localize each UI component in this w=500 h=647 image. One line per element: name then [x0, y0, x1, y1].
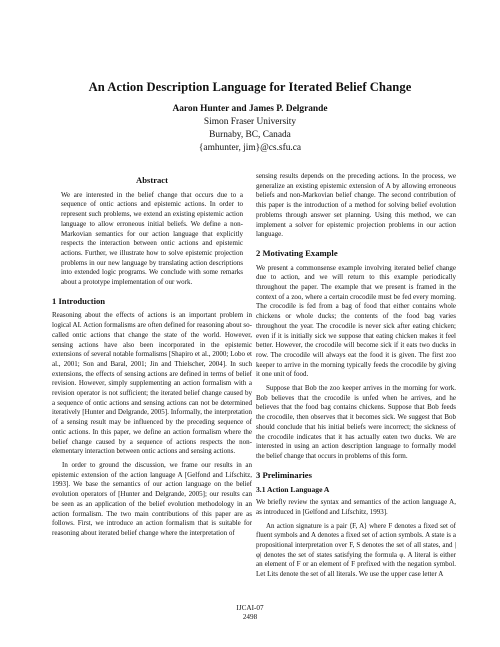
- paragraph: In order to ground the discussion, we frame our results in an epistemic extension of the action language A [Gelfond and Lifschitz, 1993]. We base the semantics of our action language on the belief evolution operators of [Hunter and Delgrande, 2005]; our results can be seen as an application of the belief evolution methodology in an action formalism. The two main contributions of this paper are as follows. First, we introduce an action formalism that is suitable for reasoning about iterated belief change where the interpretation of: [52, 460, 252, 537]
- paper-title: An Action Description Language for Iterated Belief Change: [88, 80, 412, 94]
- page-footer: [0, 604, 500, 622]
- author-block: [0, 103, 500, 155]
- paragraph: Reasoning about the effects of actions is an important problem in logical AI. Action formalisms are often defined for reasoning about so-called ontic actions that change the state of the world. However, sensing actions have also been incorporated in the epistemic extensions of several notable formalisms [Shapiro et al., 2000; Lobo et al., 2001; Son and Baral, 2001; Jin and Thielscher, 2004]. In such extensions, the effects of sensing actions are defined in terms of belief revision. However, simply supplementing an action formalism with a revision operator is not sufficient; the iterated belief change caused by a sequence of ontic actions and sensing actions can not be determined iteratively [Hunter and Delgrande, 2005]. Informally, the interpretation of a sensing result may be influenced by the preceding sequence of ontic actions. In this paper, we define an action formalism where the belief change caused by a sequence of actions respects the non-elementary interaction between ontic actions and sensing actions.: [52, 311, 252, 456]
- left-column: [52, 170, 252, 539]
- email: {amhunter, jim}@cs.sfu.ca: [198, 143, 302, 153]
- section-heading-preliminaries: 3 Preliminaries: [256, 469, 312, 480]
- page-number: 2498: [242, 613, 258, 621]
- paragraph: We present a commonsense example involving iterated belief change due to action, and we will return to this example periodically throughout the paper. The example that we present is framed in the context of a zoo, where a certain crocodile must be fed every morning. The crocodile is fed from a bag of food that either contains whole chickens or whole ducks; the contents of the food bag varies throughout the year. The crocodile is never sick after eating chicken; even if it is initially sick we suppose that eating chicken makes it feel better. However, the crocodile will become sick if it eats two ducks in row. The crocodile will always eat the food it is given. The first zoo keeper to arrive in the morning typically feeds the crocodile by giving it one unit of food.: [256, 263, 456, 379]
- paragraph: Suppose that Bob the zoo keeper arrives in the morning for work. Bob believes that the crocodile is unfed when he arrives, and he believes that the food bag contains chickens. Suppose that Bob feeds the crocodile, then observes that it becomes sick. We suggest that Bob should conclude that his initial beliefs were incorrect; the sickness of the crocodile indicates that it has actually eaten two ducks. We are interested in using an action description language to formally model the belief change that occurs in problems of this form.: [256, 384, 456, 460]
- subsection-heading-action-language: 3.1 Action Language A: [256, 485, 330, 495]
- section-heading-introduction: 1 Introduction: [52, 295, 106, 306]
- location: Burnaby, BC, Canada: [209, 130, 291, 140]
- author-names: Aaron Hunter and James P. Delgrande: [172, 104, 328, 114]
- paragraph: sensing results depends on the preceding actions. In the process, we generalize an existing epistemic extension of A by allowing erroneous beliefs and non-Markovian belief change. The second contribution of this paper is the introduction of a method for solving belief evolution problems through answer set planning. Using this method, we can implement a solver for epistemic projection problems in our action language.: [256, 172, 456, 239]
- affiliation: Simon Fraser University: [203, 117, 297, 127]
- paragraph: We briefly review the syntax and semantics of the action language A, as introduced in [Gelfond and Lifschitz, 1993].: [256, 498, 456, 516]
- abstract-text: We are interested in the belief change that occurs due to a sequence of ontic actions and epistemic actions. In order to represent such problems, we extend an existing epistemic action language to allow erroneous initial beliefs. We define a non-Markovian semantics for our action language that explicitly respects the interaction between ontic actions and epistemic actions. Further, we illustrate how to solve epistemic projection problems in our new language by translating action descriptions into extended logic programs. We conclude with some remarks about a prototype implementation of our work.: [61, 190, 243, 287]
- abstract-heading: Abstract: [136, 175, 168, 185]
- paragraph: An action signature is a pair ⟨F, A⟩ where F denotes a fixed set of fluent symbols and A denotes a fixed set of action symbols. A state is a propositional interpretation over F, S denotes the set of all states, and |φ| denotes the set of states satisfying the formula φ. A literal is either an element of F or an element of F prefixed with the negation symbol. Let Lits denote the set of all literals. We use the upper case letter A: [256, 521, 456, 579]
- venue-label: IJCAI-07: [236, 604, 264, 612]
- right-column: [256, 172, 456, 580]
- section-heading-motivating-example: 2 Motivating Example: [256, 247, 338, 258]
